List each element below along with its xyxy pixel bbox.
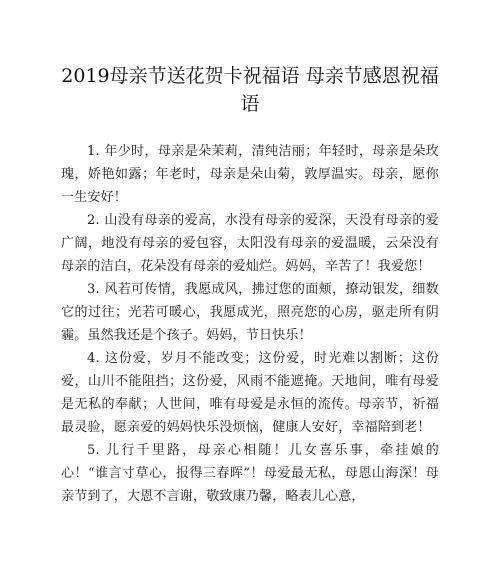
document-title: 2019母亲节送花贺卡祝福语 母亲节感恩祝福语 <box>61 65 439 115</box>
document-body <box>61 140 439 508</box>
paragraph-2: 2. 山没有母亲的爱高，水没有母亲的爱深，天没有母亲的爱广阔，地没有母亲的爱包容，太阳没有母亲的爱温暖，云朵没有母亲的洁白，花朵没有母亲的爱灿烂。妈妈，辛苦了！我爱您！ <box>61 213 439 274</box>
paragraph-1: 1. 年少时，母亲是朵茉莉，清纯洁丽；年轻时，母亲是朵玫瑰，娇艳如露；年老时，母亲是朵山菊，敦厚温实。母亲，愿你一生安好！ <box>61 144 439 205</box>
paragraph-5: 5. 儿行千里路，母亲心相随！儿女喜乐事，牵挂娘的心！“谁言寸草心，报得三春晖”！母爱最无私，母恩山海深！母亲节到了，大恩不言谢，敬致康乃馨，略表儿心意， <box>61 443 439 504</box>
paragraph-3: 3. 风若可传情，我愿成风，拂过您的面颊，撩动银发，细数它的过往；光若可暖心，我愿成光，照亮您的心房，驱走所有阴霾。虽然我还是个孩子。妈妈，节日快乐！ <box>61 282 439 343</box>
paragraph-4: 4. 这份爱，岁月不能改变；这份爱，时光难以割断；这份爱，山川不能阻挡；这份爱，风雨不能遮掩。天地间，唯有母爱是无私的奉献；人世间，唯有母爱是永恒的流传。母亲节，祈福最灵验，愿亲爱的妈妈快乐没烦恼，健康人安好，幸福陪到老！ <box>61 351 439 435</box>
